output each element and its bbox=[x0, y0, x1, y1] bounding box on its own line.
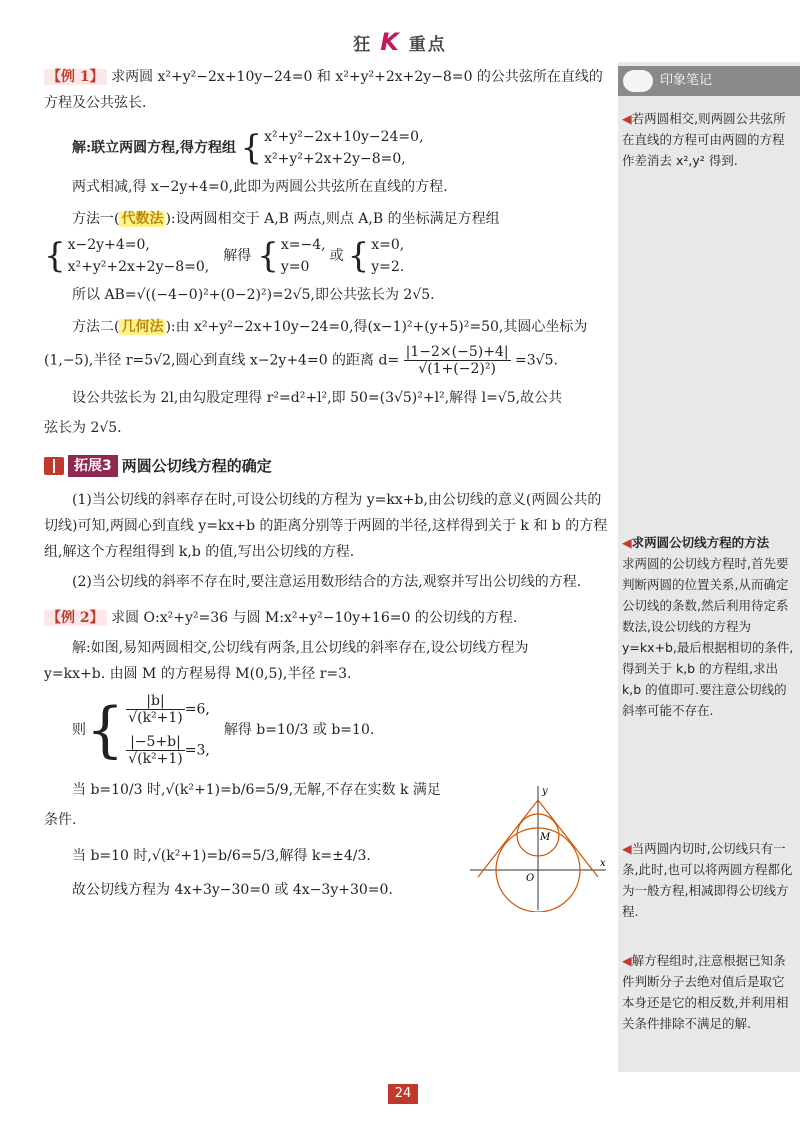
example2-case1: 当 b=10/3 时,√(k²+1)=b/6=5/9,无解,不存在实数 k 满足 bbox=[72, 782, 441, 798]
eq2-den: √(k²+1) bbox=[128, 751, 183, 767]
two-circles-figure bbox=[470, 782, 610, 912]
example1-system bbox=[44, 126, 612, 170]
header-left-text: 狂 bbox=[353, 35, 373, 55]
method1-systems: { x−2y+4=0, x²+y²+2x+2y−8=0, 解得 { x=−4, y=0 或 { x=0, y=2. bbox=[44, 236, 405, 276]
sidebar-note-3 bbox=[622, 838, 794, 922]
o-label: O bbox=[526, 873, 535, 884]
example2-solution-2: y=kx+b. 由圆 M 的方程易得 M(0,5),半径 r=3. bbox=[44, 666, 352, 682]
example2-conclusion: 故公切线方程为 4x+3y−30=0 或 4x−3y+30=0. bbox=[72, 882, 393, 898]
method2-distance-fraction bbox=[404, 344, 511, 377]
method1-root2-y: y=2. bbox=[371, 259, 405, 275]
example1-brace: { x²+y²−2x+10y−24=0, x²+y²+2x+2y−8=0, bbox=[240, 128, 424, 168]
method2-distance-result: =3√5. bbox=[515, 352, 558, 369]
method2-distance-line bbox=[44, 344, 612, 377]
method1-root2-x: x=0, bbox=[371, 237, 405, 253]
method1-root1-x: x=−4, bbox=[280, 237, 326, 253]
triangle-icon: ◀ bbox=[622, 953, 632, 968]
method1-eq1: x−2y+4=0, bbox=[67, 237, 150, 253]
example1-question-line bbox=[44, 64, 612, 116]
method1-eq2: x²+y²+2x+2y−8=0, bbox=[67, 259, 210, 275]
section-paragraph-2: (2)当公切线的斜率不存在时,要注意运用数形结合的方法,观察并写出公切线的方程. bbox=[72, 574, 582, 590]
example2-question-line bbox=[44, 605, 612, 631]
section-tag: 拓展3 bbox=[68, 455, 118, 477]
example2-then: 则 bbox=[72, 722, 86, 738]
method2-result: 弦长为 2√5. bbox=[44, 420, 122, 436]
eq2-num: |−5+b| bbox=[126, 734, 185, 751]
example1-subtract: 两式相减,得 x−2y+4=0,此即为两圆公共弦所在直线的方程. bbox=[72, 179, 448, 195]
note3-text: 当两圆内切时,公切线只有一条,此时,也可以将两圆方程都化为一般方程,相减即得公切线方程. bbox=[622, 841, 793, 919]
eq1-rhs: =6, bbox=[184, 701, 210, 718]
eq2-rhs: =3, bbox=[184, 742, 210, 759]
example2-solution-1: 解:如图,易知两圆相交,公切线有两条,且公切线的斜率存在,设公切线方程为 bbox=[72, 640, 529, 656]
section-header bbox=[44, 453, 612, 479]
triangle-icon: ◀ bbox=[622, 841, 632, 856]
example2-question: 求圆 O:x²+y²=36 与圆 M:x²+y²−10y+16=0 的公切线的方程. bbox=[111, 610, 518, 626]
cloud-icon bbox=[623, 70, 653, 92]
method1-root1-y: y=0 bbox=[280, 259, 310, 275]
section-title: 两圆公切线方程的确定 bbox=[121, 457, 272, 475]
method2-distance-text: (1,−5),半径 r=5√2,圆心到直线 x−2y+4=0 的距离 d= bbox=[44, 352, 400, 369]
y-label: y bbox=[542, 786, 548, 797]
method1-highlight: 代数法 bbox=[121, 211, 164, 227]
method1-line bbox=[44, 206, 612, 232]
method2-frac-den: √(1+(−2)²) bbox=[418, 361, 496, 377]
method1-solve-word: 解得 bbox=[223, 248, 252, 264]
example2-case2: 当 b=10 时,√(k²+1)=b/6=5/3,解得 k=±4/3. bbox=[72, 848, 371, 864]
method1-text: ):设两圆相交于 A,B 两点,则点 A,B 的坐标满足方程组 bbox=[165, 211, 500, 227]
triangle-icon: ◀ bbox=[622, 535, 632, 550]
method1-prefix: 方法一( bbox=[72, 211, 120, 227]
m-label: M bbox=[540, 832, 551, 843]
example2-tag: 【例 2】 bbox=[44, 610, 107, 626]
method2-line bbox=[44, 314, 612, 340]
sidebar-note-4 bbox=[622, 950, 794, 1034]
triangle-icon: ◀ bbox=[622, 111, 632, 126]
book-icon bbox=[44, 457, 64, 475]
tangent-left bbox=[478, 800, 538, 877]
method2-highlight: 几何法 bbox=[121, 319, 164, 335]
example2-solve: 解得 b=10/3 或 b=10. bbox=[223, 722, 375, 738]
example1-tag: 【例 1】 bbox=[44, 69, 107, 85]
x-label: x bbox=[600, 858, 606, 869]
method2-prefix: 方法二( bbox=[72, 319, 120, 335]
section-paragraph-1: (1)当公切线的斜率存在时,可设公切线的方程为 y=kx+b,由公切线的意义(两圆公共的切线)可知,两圆心到直线 y=kx+b 的距离分别等于两圆的半径,这样得到关于 k 和 b 的方程组,解这个方程组得到 k,b 的值,写出公切线的方程. bbox=[44, 492, 608, 560]
sidebar-note-2 bbox=[622, 532, 794, 721]
example2-case1-tail: 条件. bbox=[44, 812, 77, 828]
method2-frac-num: |1−2×(−5)+4| bbox=[405, 344, 509, 360]
note1-text: 若两圆相交,则两圆公共弦所在直线的方程可由两圆的方程作差消去 x²,y² 得到. bbox=[622, 111, 786, 168]
example1-solution-lead: 解:联立两圆方程,得方程组 bbox=[72, 140, 237, 156]
sidebar-note-1 bbox=[622, 108, 794, 171]
page-header bbox=[0, 28, 800, 56]
method2-pythagoras: 设公共弦长为 2l,由勾股定理得 r²=d²+l²,即 50=(3√5)²+l²,解得 l=√5,故公共 bbox=[72, 390, 563, 406]
method1-chord-length: 所以 AB=√((−4−0)²+(0−2)²)=2√5,即公共弦长为 2√5. bbox=[72, 287, 435, 303]
eq1-num: |b| bbox=[126, 693, 185, 710]
note4-text: 解方程组时,注意根据已知条件判断分子去绝对值后是取它本身还是它的相反数,并利用相关条件排除不满足的解. bbox=[622, 953, 789, 1031]
main-content bbox=[44, 64, 612, 903]
method2-text: ):由 x²+y²−2x+10y−24=0,得(x−1)²+(y+5)²=50,其圆心坐标为 bbox=[165, 319, 588, 335]
page-number: 24 bbox=[388, 1084, 418, 1104]
header-right-text: 重点 bbox=[408, 35, 447, 55]
note2-title: 求两圆公切线方程的方法 bbox=[631, 535, 770, 550]
eq1-den: √(k²+1) bbox=[128, 710, 183, 726]
example2-system: 则 { $\frac{|b|}{\text{√(k²+1)}}$ =6, $\frac{|-5+b|}{\text{√(k²+1)}}$ =3, 解得 b=10/3 或 b=10. bbox=[72, 693, 375, 767]
header-k-logo: K bbox=[380, 28, 401, 56]
example1-system-eq1: x²+y²−2x+10y−24=0, bbox=[264, 129, 424, 145]
example1-system-eq2: x²+y²+2x+2y−8=0, bbox=[264, 151, 406, 167]
note2-text: 求两圆的公切线方程时,首先要判断两圆的位置关系,从而确定公切线的条数,然后利用待定系数法,设公切线的方程为 y=kx+b,最后根据相切的条件,得到关于 k,b 的方程组,求出 k,b 的值即可.要注意公切线的斜率可能不存在. bbox=[622, 556, 794, 718]
example1-question: 求两圆 x²+y²−2x+10y−24=0 和 x²+y²+2x+2y−8=0 的公共弦所在直线的方程及公共弦长. bbox=[44, 69, 603, 111]
method1-or: 或 bbox=[329, 248, 344, 264]
sidebar-title: 印象笔记 bbox=[660, 73, 713, 88]
